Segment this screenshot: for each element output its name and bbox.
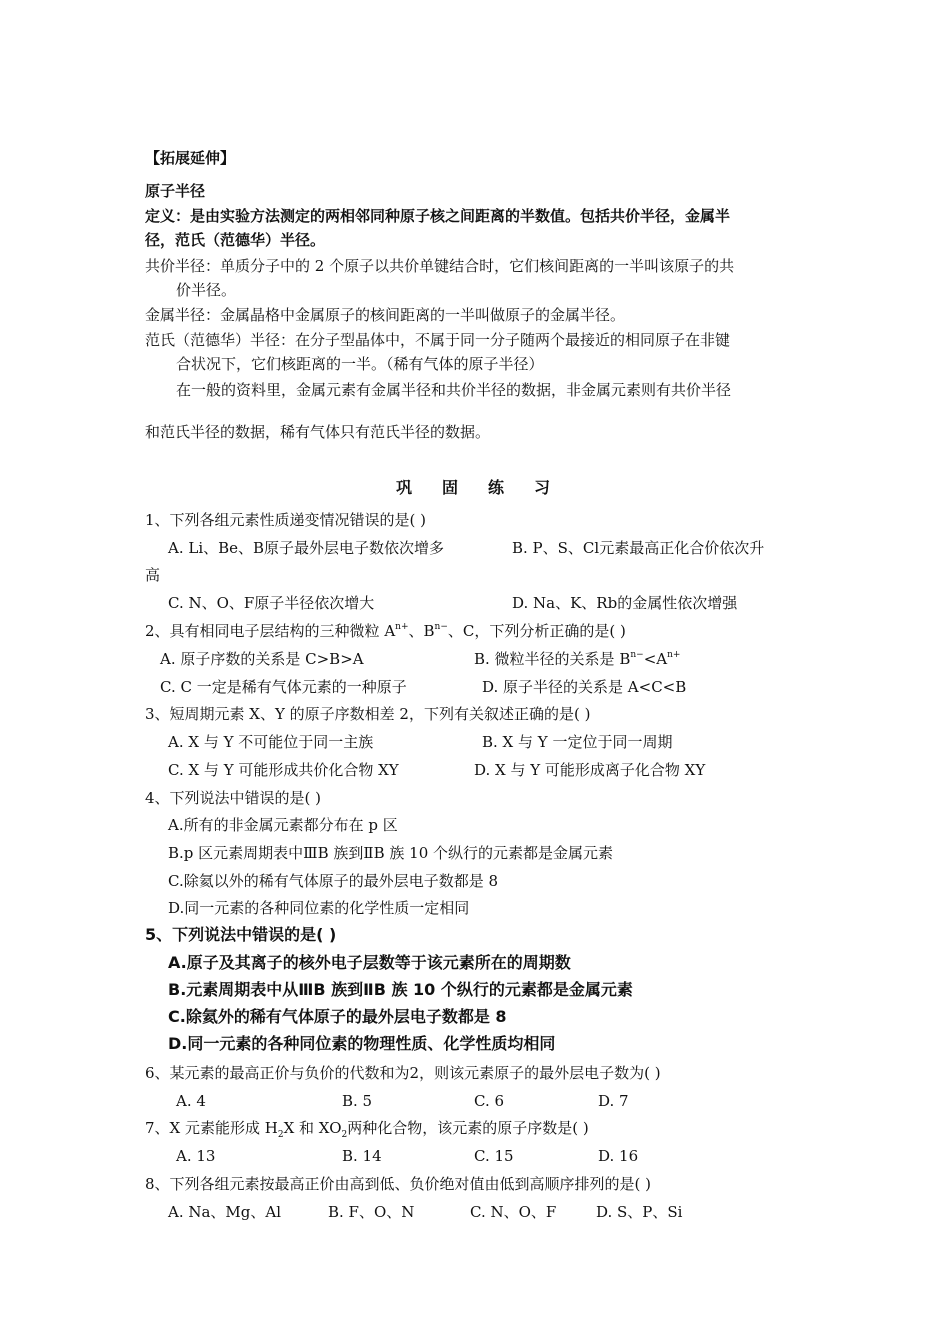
q7-option-b: B. 14 bbox=[342, 1147, 382, 1165]
q5-stem: 5、下列说法中错误的是( ) bbox=[145, 925, 337, 944]
q4-option-a: A.所有的非金属元素都分布在 p 区 bbox=[168, 816, 398, 834]
subheading-atomic-radius: 原子半径 bbox=[145, 182, 206, 200]
q6-option-b: B. 5 bbox=[342, 1092, 373, 1110]
definition-line-2: 径，范氏（范德华）半径。 bbox=[145, 231, 326, 249]
q5-option-d: D.同一元素的各种同位素的物理性质、化学性质均相同 bbox=[168, 1034, 556, 1053]
q6-option-c: C. 6 bbox=[474, 1092, 505, 1110]
q4-option-d: D.同一元素的各种同位素的化学性质一定相同 bbox=[168, 899, 470, 917]
covalent-radius-line-2: 价半径。 bbox=[176, 281, 237, 299]
q7-option-d: D. 16 bbox=[598, 1147, 639, 1165]
q7-option-c: C. 15 bbox=[474, 1147, 514, 1165]
q2-option-d: D. 原子半径的关系是 A<C<B bbox=[482, 678, 687, 696]
q2-option-c: C. C 一定是稀有气体元素的一种原子 bbox=[160, 678, 407, 696]
q1-option-d: D. Na、K、Rb的金属性依次增强 bbox=[512, 594, 738, 612]
q8-option-c: C. N、O、F bbox=[470, 1203, 557, 1221]
q5-option-c: C.除氦外的稀有气体原子的最外层电子数都是 8 bbox=[168, 1007, 507, 1026]
covalent-radius-line-1: 共价半径：单质分子中的 2 个原子以共价单键结合时，它们核间距离的一半叫该原子的共 bbox=[145, 257, 735, 275]
q5-option-b: B.元素周期表中从ⅢB 族到ⅡB 族 10 个纵行的元素都是金属元素 bbox=[168, 980, 633, 999]
q1-stem: 1、下列各组元素性质递变情况错误的是( ) bbox=[145, 511, 427, 529]
q2-option-a: A. 原子序数的关系是 C>B>A bbox=[160, 650, 364, 668]
q1-option-a: A. Li、Be、B原子最外层电子数依次增多 bbox=[168, 539, 445, 557]
q2-stem: 2、具有相同电子层结构的三种微粒 $A^{n+}$、$B^{n-}$、C，下列分析正确的是( ) bbox=[145, 622, 626, 640]
q8-option-b: B. F、O、N bbox=[328, 1203, 415, 1221]
q1-option-b: B. P、S、Cl元素最高正化合价依次升 bbox=[512, 539, 765, 557]
metallic-radius: 金属半径：金属晶格中金属原子的核间距离的一半叫做原子的金属半径。 bbox=[145, 306, 626, 324]
q3-option-d: D. X 与 Y 可能形成离子化合物 XY bbox=[474, 761, 706, 779]
q7-option-a: A. 13 bbox=[176, 1147, 216, 1165]
summary-line-1: 在一般的资料里，金属元素有金属半径和共价半径的数据，非金属元素则有共价半径 bbox=[176, 381, 732, 399]
q6-option-d: D. 7 bbox=[598, 1092, 629, 1110]
q4-option-c: C.除氦以外的稀有气体原子的最外层电子数都是 8 bbox=[168, 872, 499, 890]
q7-stem: 7、X 元素能形成 $H_2X$ 和 $XO_2$两种化合物，该元素的原子序数是( ) bbox=[145, 1119, 589, 1140]
q8-option-a: A. Na、Mg、Al bbox=[168, 1203, 282, 1221]
q6-option-a: A. 4 bbox=[176, 1092, 206, 1110]
q1-option-c: C. N、O、F原子半径依次增大 bbox=[168, 594, 375, 612]
definition-line-1: 定义：是由实验方法测定的两相邻同种原子核之间距离的半数值。包括共价半径，金属半 bbox=[145, 207, 731, 225]
q3-option-c: C. X 与 Y 可能形成共价化合物 XY bbox=[168, 761, 399, 779]
q6-stem: 6、某元素的最高正价与负价的代数和为2，则该元素原子的最外层电子数为( ) bbox=[145, 1064, 661, 1082]
q8-option-d: D. S、P、Si bbox=[596, 1203, 683, 1221]
q3-option-a: A. X 与 Y 不可能位于同一主族 bbox=[168, 733, 374, 751]
q8-stem: 8、下列各组元素按最高正价由高到低、负价绝对值由低到高顺序排列的是( ) bbox=[145, 1175, 652, 1193]
vdw-radius-line-2: 合状况下，它们核距离的一半。（稀有气体的原子半径） bbox=[176, 355, 544, 373]
q1-option-b-continued: 高 bbox=[145, 566, 161, 584]
vdw-radius-line-1: 范氏（范德华）半径：在分子型晶体中，不属于同一分子随两个最接近的相同原子在非键 bbox=[145, 331, 731, 349]
summary-line-2: 和范氏半径的数据，稀有气体只有范氏半径的数据。 bbox=[145, 423, 491, 441]
q3-stem: 3、短周期元素 X、Y 的原子序数相差 2，下列有关叙述正确的是( ) bbox=[145, 705, 591, 723]
practice-title: 巩固练习 bbox=[396, 478, 581, 497]
q4-stem: 4、下列说法中错误的是( ) bbox=[145, 789, 322, 807]
q4-option-b: B.p 区元素周期表中ⅢB 族到ⅡB 族 10 个纵行的元素都是金属元素 bbox=[168, 844, 614, 862]
q3-option-b: B. X 与 Y 一定位于同一周期 bbox=[482, 733, 673, 751]
q2-option-b: B. 微粒半径的关系是 $B^{n-}<A^{n+}$ bbox=[474, 650, 681, 668]
q5-option-a: A.原子及其离子的核外电子层数等于该元素所在的周期数 bbox=[168, 953, 571, 972]
section-heading: 【拓展延伸】 bbox=[145, 149, 236, 167]
